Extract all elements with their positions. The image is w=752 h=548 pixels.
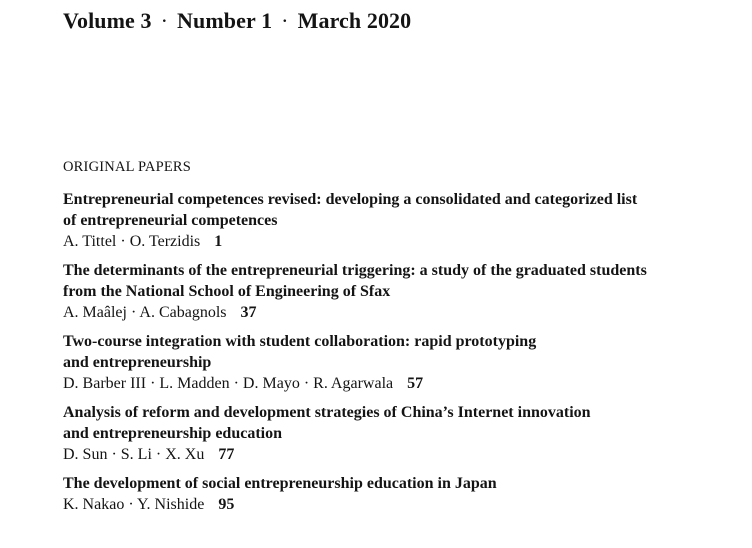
article-title-line: Two-course integration with student collaboration: rapid prototyping — [63, 333, 537, 350]
article-title[interactable] — [63, 331, 723, 373]
article-byline — [63, 494, 723, 515]
article-page-number: 95 — [218, 496, 235, 513]
article-list — [63, 189, 723, 523]
article-byline — [63, 373, 723, 394]
issue-number-label: Number 1 — [177, 8, 273, 33]
article-byline — [63, 444, 723, 465]
article-title[interactable] — [63, 473, 723, 494]
article-byline — [63, 231, 723, 252]
volume-label: Volume 3 — [63, 8, 152, 33]
article-authors: D. Barber III · L. Madden · D. Mayo · R. Agarwala — [63, 375, 394, 392]
article-entry — [63, 189, 723, 252]
article-title-line: from the National School of Engineering of Sfax — [63, 283, 391, 300]
issue-header — [63, 8, 411, 34]
article-page-number: 77 — [218, 446, 235, 463]
article-title-line: of entrepreneurial competences — [63, 212, 278, 229]
article-title-line: and entrepreneurship — [63, 354, 212, 371]
article-authors: A. Maâlej · A. Cabagnols — [63, 304, 227, 321]
article-entry — [63, 260, 723, 323]
article-title-line: The determinants of the entrepreneurial triggering: a study of the graduated students — [63, 262, 647, 279]
article-authors: K. Nakao · Y. Nishide — [63, 496, 205, 513]
article-authors: A. Tittel · O. Terzidis — [63, 233, 201, 250]
article-title[interactable] — [63, 402, 723, 444]
issue-date-label: March 2020 — [297, 8, 412, 33]
article-entry — [63, 331, 723, 394]
article-page-number: 57 — [407, 375, 424, 392]
article-byline — [63, 302, 723, 323]
article-page-number: 1 — [214, 233, 223, 250]
article-entry — [63, 402, 723, 465]
header-separator: · — [281, 8, 289, 33]
article-page-number: 37 — [240, 304, 257, 321]
article-title[interactable] — [63, 189, 723, 231]
article-authors: D. Sun · S. Li · X. Xu — [63, 446, 205, 463]
article-title[interactable] — [63, 260, 723, 302]
article-entry — [63, 473, 723, 515]
article-title-line: Analysis of reform and development strategies of China’s Internet innovation — [63, 404, 591, 421]
section-heading: ORIGINAL PAPERS — [63, 159, 192, 175]
article-title-line: and entrepreneurship education — [63, 425, 282, 442]
header-separator: · — [160, 8, 169, 33]
article-title-line: Entrepreneurial competences revised: developing a consolidated and categorized list — [63, 191, 638, 208]
article-title-line: The development of social entrepreneurship education in Japan — [63, 475, 497, 492]
